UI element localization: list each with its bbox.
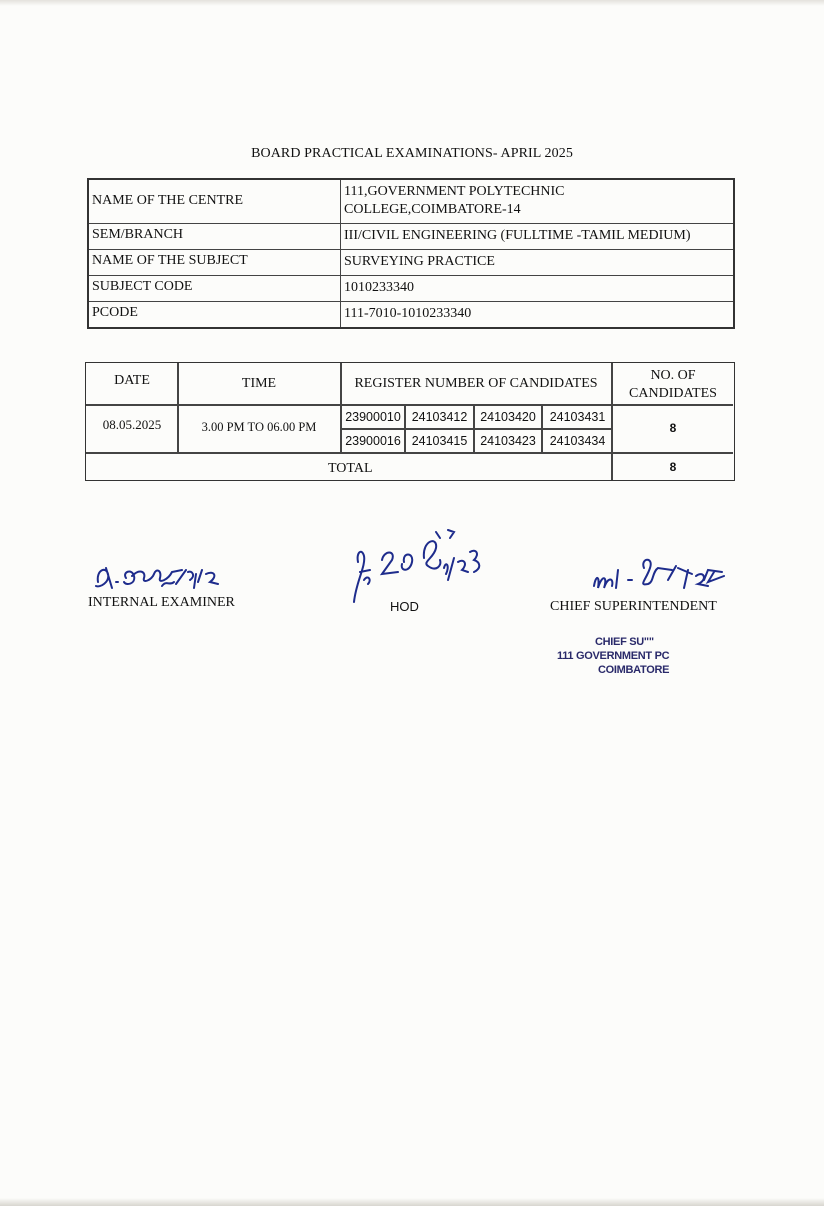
header-count-line: NO. OF <box>650 368 696 383</box>
info-label: SEM/BRANCH <box>89 224 341 249</box>
register-number: 24103415 <box>411 434 468 448</box>
header-time: TIME <box>241 376 277 391</box>
candidate-count: 8 <box>669 421 677 435</box>
info-value-line: COLLEGE,COIMBATORE-14 <box>344 202 521 217</box>
register-number: 24103423 <box>480 434 536 448</box>
header-count-line: CANDIDATES <box>629 386 717 401</box>
info-value: SURVEYING PRACTICE <box>344 254 495 269</box>
exam-time: 3.00 PM TO 06.00 PM <box>201 420 317 434</box>
register-number: 23900010 <box>345 410 401 424</box>
info-row-sem-branch <box>89 223 733 249</box>
info-value <box>341 180 733 223</box>
stamp-line: 111 GOVERNMENT PC <box>557 650 670 662</box>
chief-superintendent-label: CHIEF SUPERINTENDENT <box>550 599 717 614</box>
info-value: III/CIVIL ENGINEERING (FULLTIME -TAMIL MEDIUM) <box>344 228 691 243</box>
info-row-pcode <box>89 301 733 327</box>
info-label: NAME OF THE CENTRE <box>89 180 341 223</box>
chief-superintendent-signature <box>588 550 738 605</box>
page-top-edge <box>0 0 824 6</box>
header-date: DATE <box>114 373 150 388</box>
register-number: 24103434 <box>549 434 606 448</box>
header-register-numbers: REGISTER NUMBER OF CANDIDATES <box>354 376 598 391</box>
exam-date: 08.05.2025 <box>102 417 162 432</box>
header-candidate-count <box>613 367 733 403</box>
info-row-centre <box>89 180 733 223</box>
register-number: 24103420 <box>480 410 536 424</box>
register-row-divider <box>342 428 612 430</box>
info-label: NAME OF THE SUBJECT <box>89 250 341 275</box>
page-bottom-edge <box>0 1198 824 1206</box>
document-title: BOARD PRACTICAL EXAMINATIONS- APRIL 2025 <box>251 146 573 161</box>
stamp-line: COIMBATORE <box>598 664 670 676</box>
info-row-subject-code <box>89 275 733 301</box>
register-number: 23900016 <box>345 434 401 448</box>
internal-examiner-label: INTERNAL EXAMINER <box>88 595 235 610</box>
info-row-subject <box>89 249 733 275</box>
info-label: SUBJECT CODE <box>89 276 341 301</box>
schedule-table <box>85 362 735 481</box>
info-label: PCODE <box>89 302 341 327</box>
hod-label: HOD <box>390 599 419 614</box>
register-number: 24103431 <box>549 410 606 424</box>
info-value: 111-7010-1010233340 <box>344 306 472 321</box>
stamp-line: CHIEF SU"" <box>595 636 654 648</box>
info-value-line: 111,GOVERNMENT POLYTECHNIC <box>344 184 565 199</box>
register-number-grid <box>342 406 612 453</box>
centre-info-table <box>87 178 735 329</box>
total-count: 8 <box>669 460 677 474</box>
register-number: 24103412 <box>411 410 468 424</box>
total-label: TOTAL <box>328 461 373 476</box>
hod-signature <box>352 522 502 612</box>
info-value: 1010233340 <box>344 280 414 295</box>
